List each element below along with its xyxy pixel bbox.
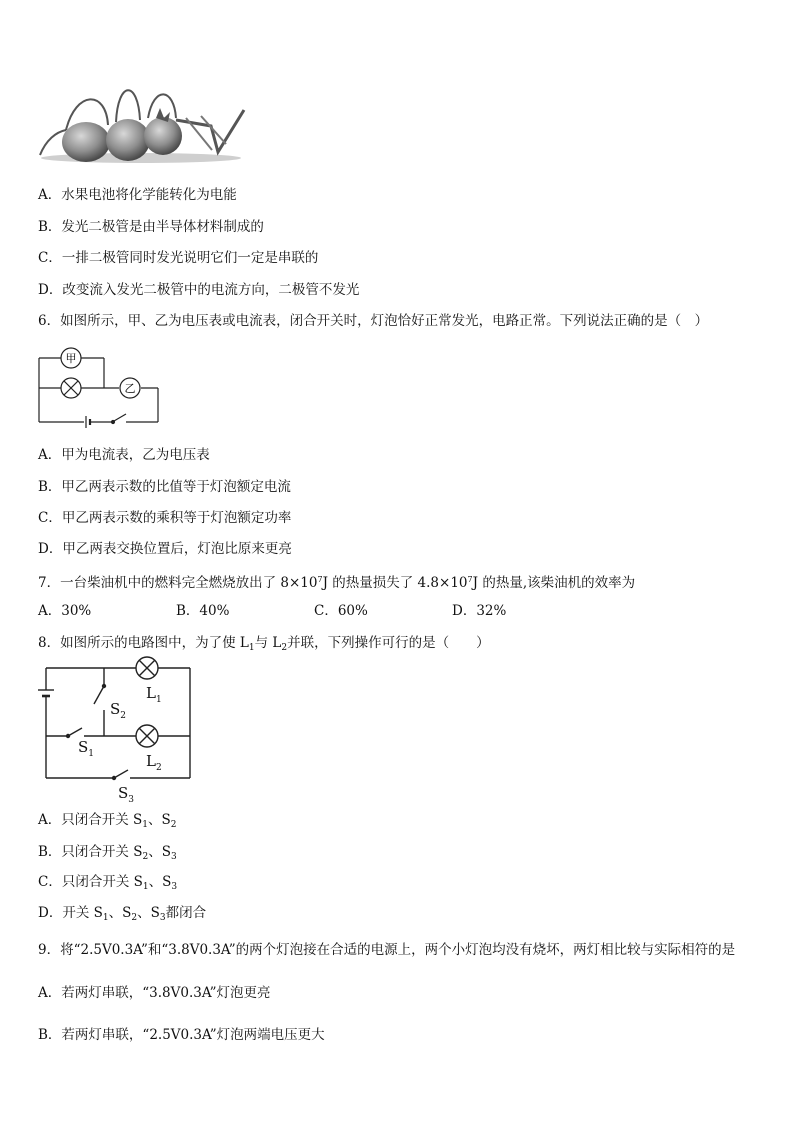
- q6-option-d: D．甲乙两表交换位置后，灯泡比原来更亮: [38, 541, 292, 557]
- q8-stem: 8．如图所示的电路图中，为了使 $L_1$与 $L_2$并联，下列操作可行的是（ ）: [38, 635, 490, 653]
- q7-option-d: D．32%: [452, 603, 507, 619]
- q6-stem: 6．如图所示，甲、乙为电压表或电流表，闭合开关时，灯泡恰好正常发光，电路正常。下列说法正确的是（ ）: [38, 313, 709, 329]
- q6-meter-jia-label: 甲: [65, 352, 77, 365]
- q8-label-S1: $S_1$: [78, 738, 95, 759]
- q8-label-S2: $S_2$: [110, 700, 127, 721]
- q5-option-d: D．改变流入发光二极管中的电流方向，二极管不发光: [38, 282, 360, 298]
- q8-label-S3: $S_3$: [118, 784, 135, 805]
- q8-option-a: A．只闭合开关 $S_1$、$S_2$: [38, 812, 177, 830]
- q6-option-a: A．甲为电流表，乙为电压表: [38, 447, 210, 463]
- q7-option-a: A．30%: [38, 603, 92, 619]
- q6-option-b: B．甲乙两表示数的比值等于灯泡额定电流: [38, 479, 291, 495]
- q7-stem: 7．一台柴油机中的燃料完全燃烧放出了 $8\times 10^7J$ 的热量损失了 $4.8\times 10^7J$ 的热量,该柴油机的效率为: [38, 575, 636, 591]
- q8-label-L2: $L_2$: [146, 752, 162, 773]
- q7-option-b: B．40%: [176, 603, 230, 619]
- q5-option-b: B．发光二极管是由半导体材料制成的: [38, 219, 264, 235]
- q9-option-a: A．若两灯串联，“3.8V0.3A”灯泡更亮: [38, 985, 271, 1001]
- q8-option-c: C．只闭合开关 $S_1$、$S_3$: [38, 874, 178, 892]
- q8-label-L1: $L_1$: [146, 684, 162, 705]
- q8-option-d: D．开关 $S_1$、$S_2$、$S_3$都闭合: [38, 905, 207, 923]
- q6-option-c: C．甲乙两表示数的乘积等于灯泡额定功率: [38, 510, 292, 526]
- q9-stem: 9．将“2.5V0.3A”和“3.8V0.3A”的两个灯泡接在合适的电源上，两个小灯泡均没有烧坏，两灯相比较与实际相符的是: [38, 942, 736, 958]
- q8-option-b: B．只闭合开关 $S_2$、$S_3$: [38, 844, 177, 862]
- q5-option-c: C．一排二极管同时发光说明它们一定是串联的: [38, 250, 319, 266]
- q5-option-a: A．水果电池将化学能转化为电能: [38, 187, 237, 203]
- q8-circuit-diagram: [36, 658, 196, 806]
- q7-option-c: C．60%: [314, 603, 368, 619]
- q6-circuit-diagram: [36, 344, 162, 426]
- q6-meter-yi-label: 乙: [124, 382, 136, 395]
- fruit-battery-illustration: [36, 80, 252, 166]
- q9-option-b: B．若两灯串联，“2.5V0.3A”灯泡两端电压更大: [38, 1027, 325, 1043]
